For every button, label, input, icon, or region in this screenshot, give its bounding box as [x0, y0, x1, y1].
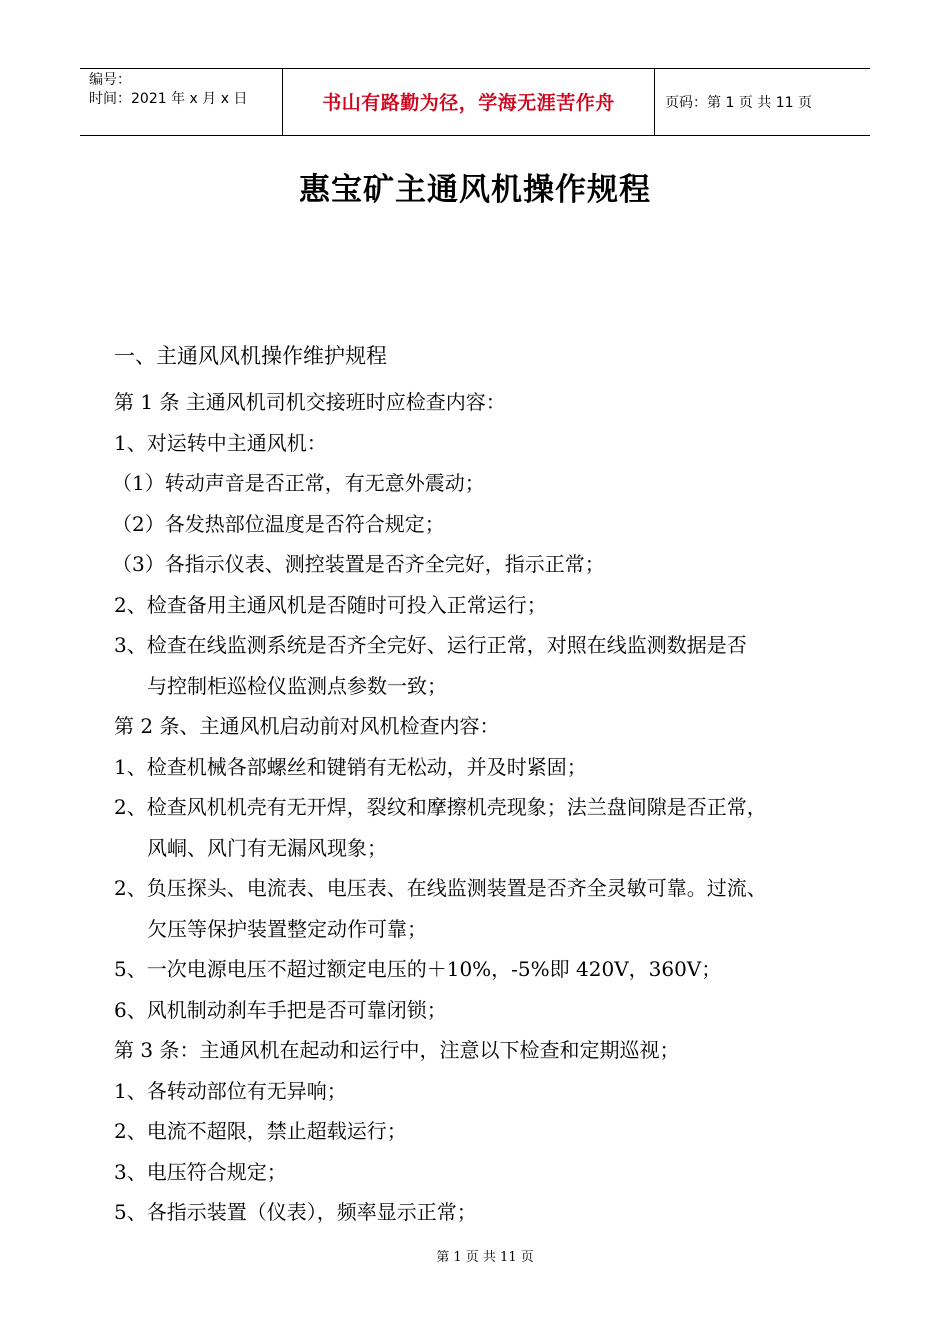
list-item: 3、电压符合规定； [114, 1159, 287, 1184]
page-info-text: 页码：第 1 页 共 11 页 [665, 95, 812, 111]
number-label: 编号： [89, 72, 131, 88]
header-motto-cell [282, 69, 655, 135]
document-header [80, 68, 870, 136]
list-item: 2、电流不超限，禁止超载运行； [114, 1119, 407, 1143]
list-item: 6、风机制动刹车手把是否可靠闭锁； [114, 997, 447, 1022]
document-body [114, 336, 844, 1233]
list-item: 2、负压探头、电流表、电压表、在线监测装置是否齐全灵敏可靠。过流、 [114, 876, 767, 900]
list-item-continuation: 与控制柜巡检仪监测点参数一致； [147, 673, 447, 698]
header-meta [80, 69, 282, 135]
motto-text: 书山有路勤为径，学海无涯苦作舟 [322, 91, 615, 114]
article-1-heading: 第 1 条 主通风机司机交接班时应检查内容： [114, 390, 506, 414]
list-item: 5、各指示装置（仪表），频率显示正常； [114, 1200, 477, 1224]
article-3-heading: 第 3 条：主通风机在起动和运行中，注意以下检查和定期巡视； [114, 1038, 680, 1062]
list-item: 5、一次电源电压不超过额定电压的＋10%，-5%即 420V，360V； [114, 957, 722, 981]
article-2-heading: 第 2 条、主通风机启动前对风机检查内容： [114, 714, 500, 738]
document-title: 惠宝矿主通风机操作规程 [299, 172, 651, 208]
list-item: （1）转动声音是否正常，有无意外震动； [112, 471, 485, 495]
list-item: 2、检查备用主通风机是否随时可投入正常运行； [114, 592, 547, 617]
list-item: 1、检查机械各部螺丝和键销有无松动，并及时紧固； [114, 754, 587, 779]
list-item: 2、检查风机机壳有无开焊，裂纹和摩擦机壳现象；法兰盘间隙是否正常， [114, 795, 767, 819]
time-label: 时间：2021 年 x 月 x 日 [89, 91, 248, 107]
list-item: （2）各发热部位温度是否符合规定； [112, 511, 445, 536]
list-item-continuation: 欠压等保护装置整定动作可靠； [147, 916, 427, 941]
list-item: （3）各指示仪表、测控装置是否齐全完好，指示正常； [112, 552, 605, 576]
list-item: 3、检查在线监测系统是否齐全完好、运行正常，对照在线监测数据是否 [114, 633, 747, 657]
section-heading: 一、主通风风机操作维护规程 [114, 344, 387, 368]
header-page-info [655, 69, 870, 135]
list-item: 1、各转动部位有无异响； [114, 1078, 347, 1103]
page-footer: 第 1 页 共 11 页 [436, 1250, 534, 1265]
list-item-continuation: 风峒、风门有无漏风现象； [147, 835, 387, 860]
list-item: 1、对运转中主通风机： [114, 430, 327, 455]
